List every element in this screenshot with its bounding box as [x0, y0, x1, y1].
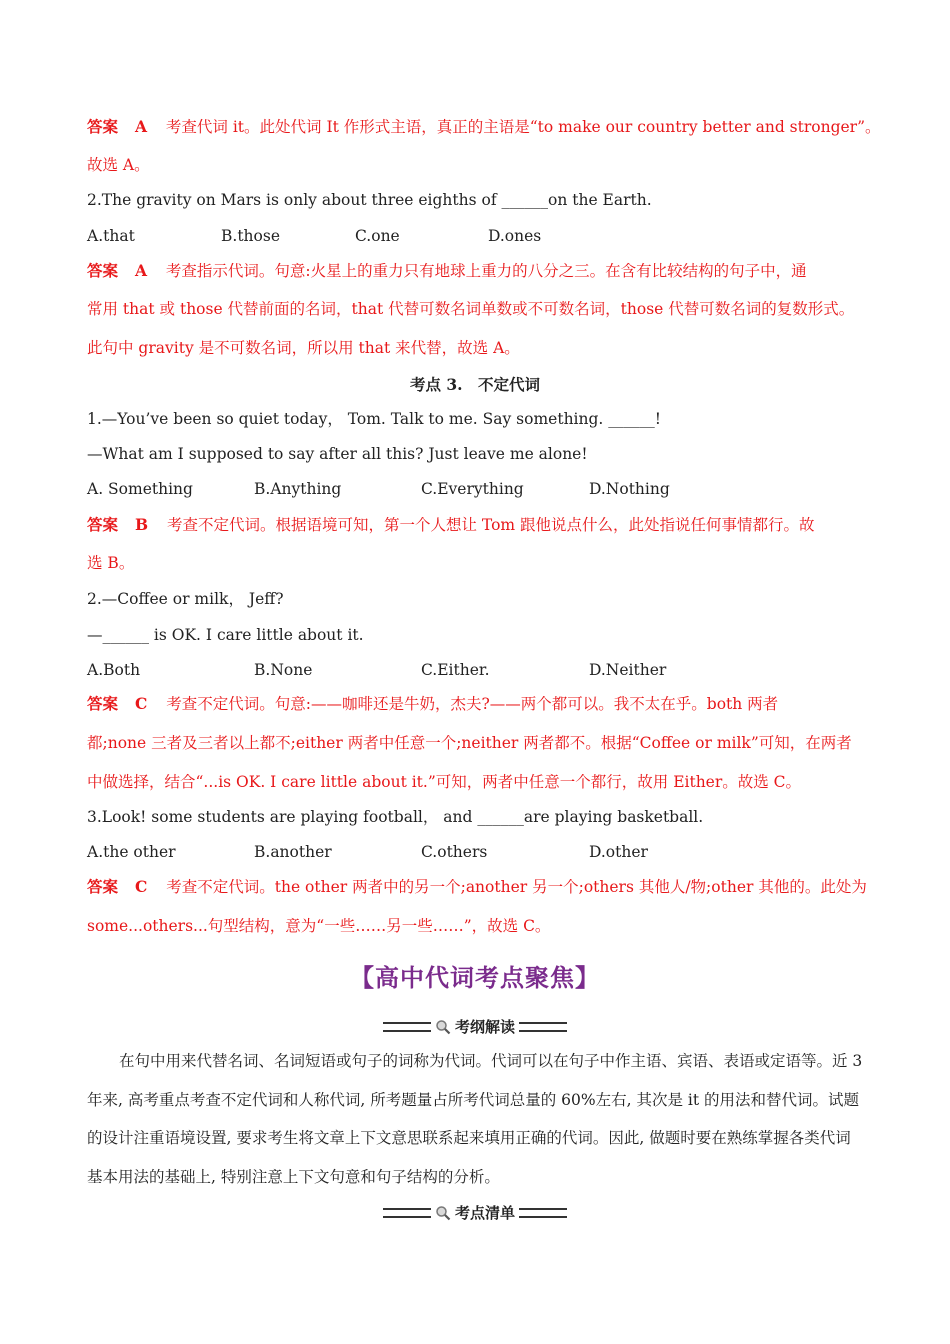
answer-explanation: 考查不定代词。根据语境可知，第一个人想让 Tom 跟他说点什么，此处指说任何事情都行。故 — [167, 516, 815, 534]
answer-label: 答案 — [87, 261, 119, 280]
checklist-heading-text: 考点清单 — [454, 1204, 515, 1222]
option-a: A.that — [87, 227, 135, 245]
outline-paragraph: 在句中用来代替名词、名词短语或句子的词称为代词。代词可以在句子中作主语、宾语、表语或定语等。近 3 年来, 高考重点考查不定代词和人称代词, 所考题量占所考代词总量的 60%左右, 其次是 it 的用法和替代词。试题的设计注重语境设置, 要求考生将文章上下文意思联系起来填用正确的代词。因此, 做题时要在熟练掌握各类代词基本用法的基础上, 特别注意上下文句意和句子结构的分析。 — [87, 1052, 863, 1186]
answer-explanation-cont: 常用 that 或 those 代替前面的名词，that 代替可数名词单数或不可数名词，those 代替可数名词的复数形式。 — [87, 300, 855, 318]
question-stem: 1.—You’ve been so quiet today， Tom. Talk to me. Say something. ______! — [87, 410, 661, 428]
question-stem: 3.Look! some students are playing football， and ______are playing basketball. — [87, 808, 704, 826]
answer-label: 答案 — [87, 694, 119, 713]
option-c: C.Everything — [421, 480, 524, 498]
checklist-heading — [0, 1202, 950, 1223]
chapter-title: 【高中代词考点聚焦】 — [350, 964, 600, 992]
magnifier-icon — [435, 1205, 451, 1221]
question-stem: 2.The gravity on Mars is only about three eighths of ______on the Earth. — [87, 191, 652, 209]
answer-key: A — [134, 261, 147, 280]
question-stem: 2.—Coffee or milk， Jeff? — [87, 590, 284, 608]
magnifier-icon — [435, 1019, 451, 1035]
answer-explanation-cont: 都;none 三者及三者以上都不;either 两者中任意一个;neither 两者都不。根据“Coffee or milk”可知，在两者 — [87, 734, 852, 752]
question-stem: —What am I supposed to say after all this? Just leave me alone! — [87, 445, 588, 463]
divider — [519, 1208, 567, 1218]
option-d: D.ones — [488, 227, 542, 245]
answer-explanation-cont: 故选 A。 — [87, 156, 150, 174]
answer-key: C — [134, 694, 148, 713]
answer-key: C — [134, 877, 148, 896]
answer-line — [87, 515, 867, 535]
answer-explanation-cont: 中做选择，结合“...is OK. I care little about it.”可知，两者中任意一个都行，故用 Either。故选 C。 — [87, 773, 802, 791]
answer-key: A — [134, 117, 147, 136]
option-b: B.None — [254, 661, 313, 679]
answer-explanation-cont: some...others...句型结构，意为“一些……另一些……”，故选 C。 — [87, 917, 551, 935]
answer-explanation-cont: 选 B。 — [87, 554, 135, 572]
answer-key: B — [134, 515, 149, 534]
option-a: A.the other — [87, 843, 176, 861]
answer-explanation: 考查代词 it。此处代词 It 作形式主语，真正的主语是“to make our country better and stronger”。 — [165, 118, 881, 136]
divider — [519, 1022, 567, 1032]
option-b: B.another — [254, 843, 332, 861]
answer-explanation-cont: 此句中 gravity 是不可数名词，所以用 that 来代替，故选 A。 — [87, 339, 520, 357]
outline-heading-text: 考纲解读 — [454, 1018, 515, 1036]
option-a: A.Both — [87, 661, 141, 679]
divider — [383, 1022, 431, 1032]
option-c: C.others — [421, 843, 488, 861]
answer-explanation: 考查指示代词。句意:火星上的重力只有地球上重力的八分之三。在含有比较结构的句子中，通 — [165, 262, 807, 280]
section-title: 考点 3. 不定代词 — [409, 375, 541, 394]
divider — [383, 1208, 431, 1218]
answer-line — [87, 877, 867, 897]
option-d: D.Nothing — [589, 480, 670, 498]
answer-explanation: 考查不定代词。句意:——咖啡还是牛奶，杰夫?——两个都可以。我不太在乎。both 两者 — [166, 695, 779, 713]
outline-heading — [0, 1016, 950, 1037]
answer-line — [87, 117, 881, 137]
option-d: D.Neither — [589, 661, 667, 679]
question-stem: —______ is OK. I care little about it. — [87, 626, 364, 644]
option-c: C.one — [355, 227, 400, 245]
option-b: B.those — [221, 227, 280, 245]
answer-label: 答案 — [87, 515, 119, 534]
answer-line — [87, 261, 867, 281]
option-c: C.Either. — [421, 661, 490, 679]
answer-line — [87, 694, 867, 714]
option-d: D.other — [589, 843, 648, 861]
answer-label: 答案 — [87, 117, 119, 136]
option-a: A. Something — [87, 480, 193, 498]
option-b: B.Anything — [254, 480, 342, 498]
answer-label: 答案 — [87, 877, 119, 896]
answer-explanation: 考查不定代词。the other 两者中的另一个;another 另一个;others 其他人/物;other 其他的。此处为 — [166, 878, 867, 896]
